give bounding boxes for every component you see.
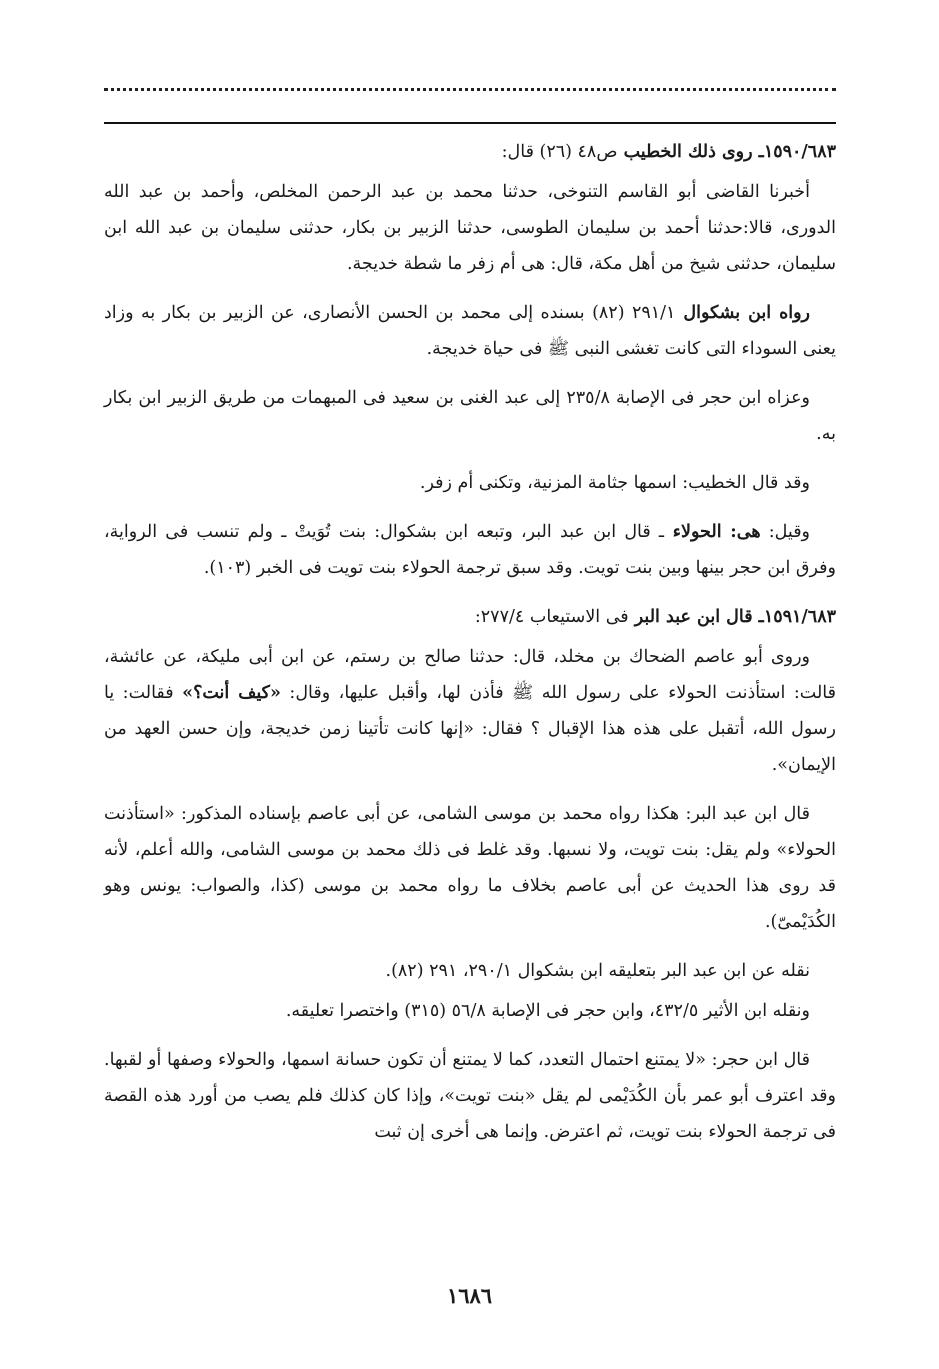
paragraph xyxy=(104,465,836,501)
paragraph xyxy=(104,953,836,989)
paragraph-text: ونقله ابن الأثير ٤٣٢/٥، وابن حجر فى الإصابة ٥٦/٨ (٣١٥) واختصرا تعليقه. xyxy=(285,1001,810,1021)
entry-number: ١٥٩١/٦٨٣ـ xyxy=(752,607,836,627)
page-number: ١٦٨٦ xyxy=(446,1283,493,1308)
paragraph-text: قال ابن حجر: «لا يمتنع احتمال التعدد، كما لا يمتنع أن تكون حسانة اسمها، والحولاء وصفها أو لقبها. وقد اعترف أبو عمر بأن الكُدَيْمى لم يقل «بنت تويت»، وإذا كان كذلك فلم يصب من أورد هذه القصة فى ترجمة الحولاء بنت تويت، ثم اعترض. وإنما هى أخرى إن ثبت xyxy=(104,1050,836,1142)
page-text xyxy=(104,134,836,1163)
paragraph-pre: وروى أبو عاصم الضحاك بن مخلد، قال: حدثنا صالح بن رستم، عن ابن أبى مليكة، عن عائشة، قالت: استأذنت الحولاء على رسول الله ﷺ فأذن لها، وأقبل عليها، وقال: xyxy=(104,647,836,703)
paragraph-text: وقد قال الخطيب: اسمها جثامة المزنية، وتكنى أم زفر. xyxy=(419,473,810,493)
paragraph xyxy=(104,380,836,452)
entry-heading xyxy=(104,599,836,635)
paragraph xyxy=(104,639,836,783)
paragraph-pre: وقيل: xyxy=(760,522,811,542)
paragraph-bold: رواه ابن بشكوال xyxy=(675,303,811,323)
entry-heading-bold: روى ذلك الخطيب xyxy=(617,142,753,162)
paragraph-text: فقالت: يا رسول الله، أتقبل على هذه هذا الإقبال ؟ فقال: «إنها كانت تأتينا زمن خديجة، وإن حسن العهد من الإيمان». xyxy=(104,683,836,775)
paragraph xyxy=(104,1042,836,1150)
entry-heading-bold: قال ابن عبد البر xyxy=(628,607,753,627)
top-rule xyxy=(104,122,836,124)
paragraph xyxy=(104,796,836,940)
paragraph-text: قال ابن عبد البر: هكذا رواه محمد بن موسى الشامى، عن أبى عاصم بإسناده المذكور: «استأذنت الحولاء» ولم يقل: بنت تويت، ولا نسبها. وقد غلط فى ذلك محمد بن موسى الشامى، والله أعلم، لأنه قد روى هذا الحديث عن أبى عاصم بخلاف ما رواه محمد بن موسى (كذا، والصواب: يونس وهو الكُدَيْمىّ). xyxy=(104,804,836,932)
paragraph-text: ٢٩١/١ (٨٢) بسنده إلى محمد بن الحسن الأنصارى، عن الزبير بن بكار به وزاد يعنى السوداء التى كانت تغشى النبى ﷺ فى حياة خديجة. xyxy=(104,303,836,359)
paragraph xyxy=(104,993,836,1029)
entry-number: ١٥٩٠/٦٨٣ـ xyxy=(752,142,836,162)
entry-heading-rest: فى الاستيعاب ٢٧٧/٤: xyxy=(474,607,629,627)
paragraph-bold: «كيف أنت؟» xyxy=(182,683,281,703)
paragraph xyxy=(104,174,836,282)
paragraph-bold: هى: الحولاء xyxy=(664,522,761,542)
paragraph xyxy=(104,295,836,367)
paragraph-text: وعزاه ابن حجر فى الإصابة ٢٣٥/٨ إلى عبد الغنى بن سعيد فى المبهمات من طريق الزبير ابن بكار به. xyxy=(104,388,836,444)
paragraph-text: نقله عن ابن عبد البر بتعليقه ابن بشكوال ٢٩٠/١، ٢٩١ (٨٢). xyxy=(385,961,810,981)
paragraph-text: ـ قال ابن عبد البر، وتبعه ابن بشكوال: بنت تُوَيتْ ـ ولم تنسب فى الرواية، وفرق ابن حجر بينها وبين بنت تويت. وقد سبق ترجمة الحولاء بنت تويت فى الخبر (١٠٣). xyxy=(104,522,836,578)
entry-heading xyxy=(104,134,836,170)
dotted-separator xyxy=(104,88,836,101)
paragraph-text: أخبرنا القاضى أبو القاسم التنوخى، حدثنا محمد بن عبد الرحمن المخلص، وأحمد بن عبد الله الدورى، قالا:حدثنا أحمد بن سليمان الطوسى، حدثنا الزبير بن بكار، حدثنى سليمان بن عبد الله ابن سليمان، حدثنى شيخ من أهل مكة، قال: هى أم زفر ما شطة خديجة. xyxy=(104,182,836,274)
entry-heading-rest: ص٤٨ (٢٦) قال: xyxy=(501,142,618,162)
paragraph xyxy=(104,514,836,586)
